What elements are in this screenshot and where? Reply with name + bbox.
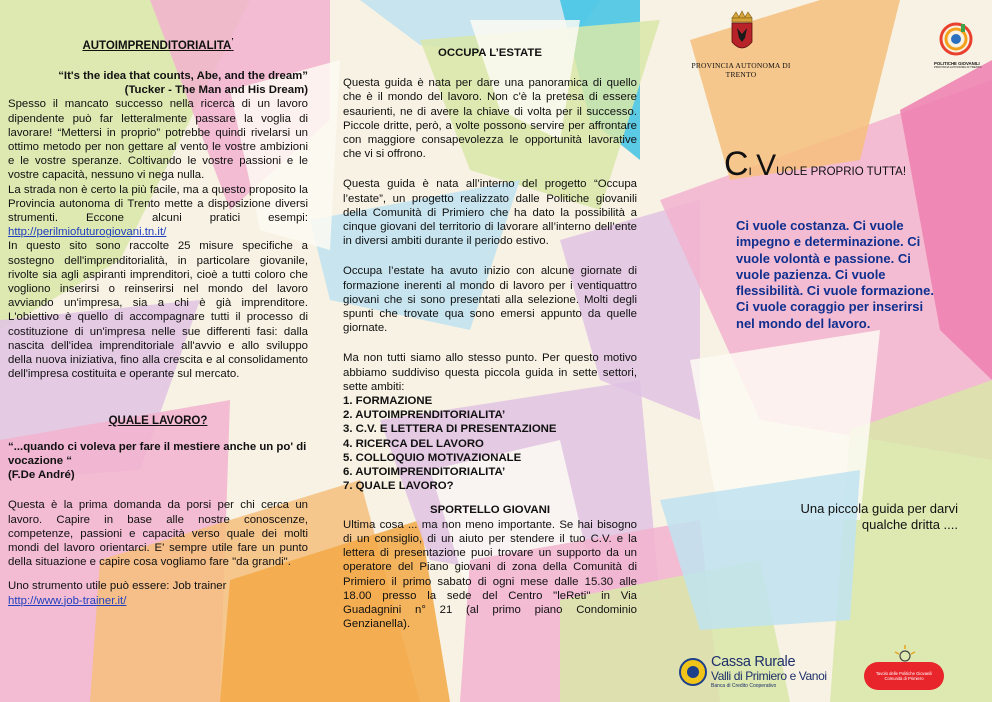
provincia-caption: PROVINCIA AUTONOMA DI TRENTO — [691, 61, 791, 79]
autoimp-paragraph-3: In questo sito sono raccolte 25 misure specifiche a sostegno dell'imprenditorialità, in particolare giovanile, rivolte sia agli aspiranti imprenditori, cioè a tutti coloro che vogliono inserirsi o reinserirsi nel mondo del lavoro avviando un'impresa, sia a chi è già imprenditore. L'obiettivo è quello di accompagnare tutti il processo di costituzione di un'impresa nelle sue differenti fasi: dalla nascita dell'idea imprenditoriale all'avvio e allo sviluppo della nuova iniziativa, fino alla crescita e al consolidamento dell'impresa costituita e operante sul mercato. — [8, 240, 308, 381]
panel-left — [8, 35, 308, 608]
subtitle-line-2: qualche dritta .... — [861, 517, 958, 532]
list-item: 1. FORMAZIONE — [343, 395, 433, 408]
cassa-rurale-sub: Valli di Primiero e Vanoi — [711, 669, 827, 683]
tavolo-line-1: Tavolo delle Politiche Giovanili — [875, 671, 933, 676]
cassa-rurale-emblem-icon — [678, 657, 708, 687]
quote-de-andre: “...quando ci voleva per fare il mestiere anche un po' di vocazione “ — [8, 440, 307, 467]
occupa-paragraph-1: Questa guida è nata per dare una panoramica di quello che è il mondo del lavoro. Non c'è la pretesa di essere esaurienti, ne di avere la chiave di volta per il successo. Piccole dritte, però, a volte possono servire per affrontare con maggiore consapevolezza le opportunità lavorative che vi si offrono. — [343, 77, 637, 161]
politiche-giovanili-text: POLITICHE GIOVANILI — [934, 61, 980, 66]
section-title-quale-lavoro: QUALE LAVORO? — [108, 414, 208, 427]
sportello-paragraph: Ultima cosa ... ma non meno importante. Se hai bisogno di un consiglio, di un aiuto per stendere il tuo C.V. e la lettera di presentazione puoi trovare un supporto da un operatore del Piano giovani di zona della Comunità di Primiero il primo sabato di ogni mese dalle 15.30 alle 18.00 presso la sede del Centro "leReti" in Via Guadagnini n° 21 (al primo piano Condominio Genzianella). — [343, 518, 637, 631]
job-trainer-link[interactable]: http://www.job-trainer.it/ — [8, 594, 127, 607]
politiche-giovanili-subtext: PROVINCIA AUTONOMA DI TRENTO — [934, 65, 982, 69]
tavolo-line-2: Comunità di Primiero — [884, 676, 924, 681]
panel-center — [343, 46, 637, 631]
list-item: 5. COLLOQUIO MOTIVAZIONALE — [343, 451, 522, 464]
occupa-paragraph-4: Ma non tutti siamo allo stesso punto. Per questo motivo abbiamo suddiviso questa piccola guida in sette settori, sette ambiti: — [343, 352, 637, 393]
quale-paragraph-1: Questa è la prima domanda da porsi per chi cerca un lavoro. Capire in base alle nostre conoscenze, competenze, passioni e capacità verso quale dei molti mondi del lavoro orientarci. E' sempre utile fare un punto della situazione e capire cosa vogliamo fare "da grandi". — [8, 499, 308, 569]
perilmiofuturo-link[interactable]: http://perilmiofuturogiovani.tn.it/ — [8, 226, 167, 239]
subtitle — [736, 501, 958, 533]
headline — [724, 145, 992, 184]
list-item: 2. AUTOIMPRENDITORIALITA’ — [343, 409, 506, 422]
list-item: 6. AUTOIMPRENDITORIALITA’ — [343, 466, 506, 479]
list-item: 3. C.V. E LETTERA DI PRESENTAZIONE — [343, 423, 557, 436]
list-item: 7. QUALE LAVORO? — [343, 480, 454, 493]
provincia-logo — [712, 10, 772, 61]
sun-icon — [892, 644, 918, 664]
politiche-giovanili-logo — [934, 22, 982, 69]
panel-right — [676, 0, 992, 702]
occupa-paragraph-2: Questa guida è nata all’interno del progetto “Occupa l’estate”, un progetto realizzato dalle Politiche giovanili della Comunità di Primiero che ha dato la possibilità a cinque giovani del territorio di lavorare all’interno dell’ente in diversi ambiti durante il periodo estivo. — [343, 178, 637, 248]
cassa-rurale-name: Cassa Rurale — [711, 654, 796, 670]
subtitle-line-1: Una piccola guida per darvi — [800, 501, 958, 516]
headline-rest: UOLE PROPRIO TUTTA! — [776, 166, 907, 178]
politiche-giovanili-emblem-icon — [939, 22, 973, 56]
headline-letter-c: C — [724, 145, 749, 183]
section-title-occupa-estate: OCCUPA L’ESTATE — [438, 47, 542, 59]
cassa-rurale-tag: Banca di Credito Cooperativo — [711, 683, 777, 689]
quote-tucker: “It's the idea that counts, Abe, and the dream” — [58, 70, 308, 83]
occupa-paragraph-3: Occupa l’estate ha avuto inizio con alcune giornate di formazione inerenti al mondo di lavoro per i ventiquattro giovani che si sono presentati alla selezione. Molti degli spunti che trovate qua sono emersi appunto da quelle giornate. — [343, 265, 637, 335]
headline-letter-v: V — [756, 149, 777, 182]
quale-paragraph-2: Uno strumento utile può essere: Job trainer — [8, 580, 227, 593]
cassa-rurale-logo — [678, 654, 838, 690]
headline-letter-i: I — [748, 166, 752, 178]
section-title-autoimprenditorialita: AUTOIMPRENDITORIALITA’ — [82, 37, 234, 52]
tavolo-politiche-logo — [856, 644, 952, 694]
title-apostrophe: ’ — [231, 37, 234, 46]
tavolo-badge — [864, 662, 944, 690]
eagle-crest-icon — [729, 10, 755, 56]
tagline: Ci vuole costanza. Ci vuole impegno e determinazione. Ci vuole volontà e passione. Ci vuole pazienza. Ci vuole flessibilità. Ci vuole formazione. Ci vuole coraggio per inserirsi nel mondo del lavoro. — [736, 218, 934, 331]
quote-tucker-source: (Tucker - The Man and His Dream) — [124, 84, 308, 97]
sections-list — [343, 394, 637, 493]
autoimp-paragraph-1: Spesso il mancato successo nella ricerca di un lavoro dipendente può far letteralmente passare la voglia di lavorare! “Mettersi in proprio” potrebbe quindi rivelarsi un ottimo metodo per non gettare al vento le vostre ambizioni e le vostre speranze. Coltivando le vostre passioni e le vostre capacità, nessuno vi nega nulla. — [8, 98, 308, 182]
quote-de-andre-author: (F.De André) — [8, 469, 75, 482]
section-title-sportello: SPORTELLO GIOVANI — [429, 504, 551, 517]
autoimp-paragraph-2: La strada non è certo la più facile, ma a questo proposito la Provincia autonoma di Trento mette a disposizione diversi strumenti. Eccone alcuni pratici esempi: http://perilmiofuturogiovani.tn.it/ — [8, 183, 308, 239]
list-item: 4. RICERCA DEL LAVORO — [343, 437, 484, 450]
